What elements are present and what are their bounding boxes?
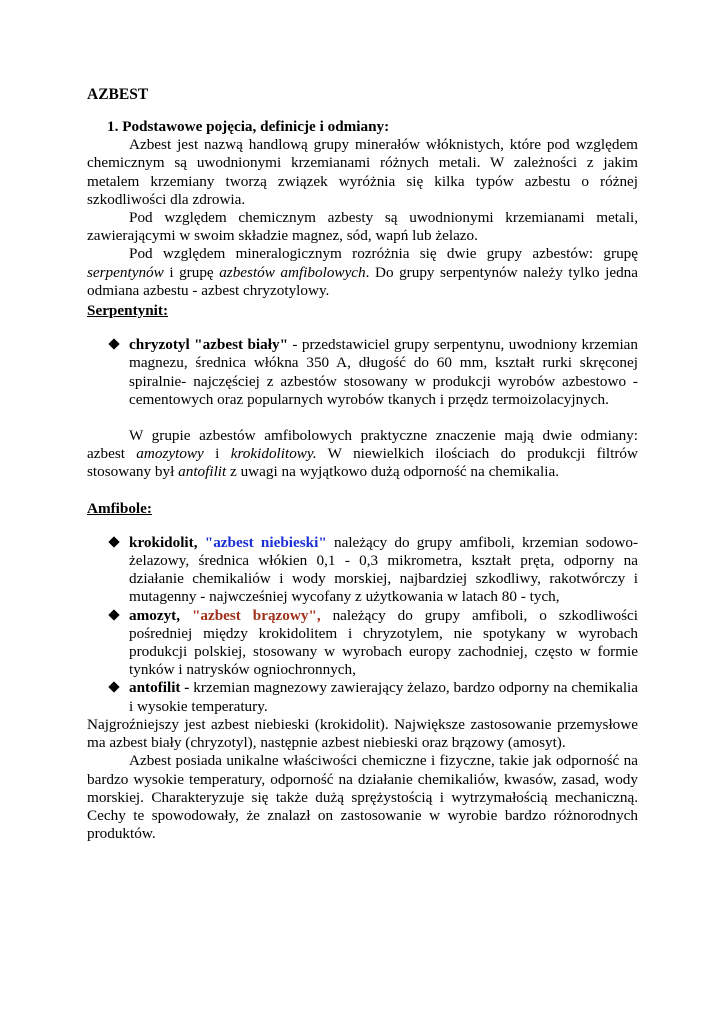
paragraph-most-dangerous: Najgroźniejszy jest azbest niebieski (krokidolit). Największe zastosowanie przemysłowe ma azbest biały (chryzotyl), następnie azbest niebieski oraz brązowy (amosyt). bbox=[87, 715, 638, 752]
subheading-amfibole: Amfibole: bbox=[87, 499, 152, 517]
list-item-antofilit: antofilit - krzemian magnezowy zawierający żelazo, bardzo odporny na chemikalia i wysokie temperatury. bbox=[87, 679, 638, 715]
list-item-krokidolit: krokidolit, "azbest niebieski" należący do grupy amfiboli, krzemian sodowo-żelazowy, średnica włókien 0,1 - 0,3 mikrometra, kształt pręta, odporny na działanie chemikaliów i wody morskiej, najbardziej szkodliwy, rakotwórczy i mutagenny - najwcześniej wycofany z użytkowania w latach 80 - tych, bbox=[87, 534, 638, 607]
list-item-amozyt: amozyt, "azbest brązowy", należący do grupy amfiboli, o szkodliwości pośredniej między krokidolitem i chryzotylem, nie spotykany w wyrobach produkcji polskiej, stosowany w wyrobach europy zachodniej, często w formie tynków i natrysków ogniochronnych, bbox=[87, 607, 638, 680]
diamond-bullet-icon bbox=[109, 339, 118, 348]
paragraph-mineralogical: Pod względem mineralogicznym rozróżnia się dwie grupy azbestów: grupę serpentynów i grupę azbestów amfibolowych. Do grupy serpentynów należy tylko jedna odmiana azbestu - azbest chryzotylowy. bbox=[87, 245, 638, 299]
paragraph-properties: Azbest posiada unikalne właściwości chemiczne i fizyczne, takie jak odporność na bardzo wysokie temperatury, odporność na działanie chemikaliów, kwasów, zasad, wody morskiej. Charakteryzuje się także dużą sprężystością i wytrzymałością mechaniczną. Cechy te spowodowały, że znalazł on zastosowanie w wyrobie bardzo różnorodnych produktów. bbox=[87, 752, 638, 843]
document-title: AZBEST bbox=[87, 86, 149, 103]
diamond-bullet-icon bbox=[109, 682, 118, 691]
diamond-bullet-icon bbox=[109, 537, 118, 546]
section-heading: 1. Podstawowe pojęcia, definicje i odmiany: bbox=[107, 118, 390, 135]
document-page bbox=[87, 86, 638, 843]
serpentynit-list bbox=[87, 336, 638, 409]
amfibole-list bbox=[87, 534, 638, 716]
subheading-serpentynit: Serpentynit: bbox=[87, 302, 168, 320]
list-item-chryzotyl: chryzotyl "azbest biały" - przedstawiciel grupy serpentynu, uwodniony krzemian magnezu, średnica włókna 350 A, długość do 60 mm, kształt rurki skręconej spiralnie- najczęściej z azbestów stosowany w produkcji wyrobów azbestowo - cementowych oraz popularnych wyrobów tkanych i przędz termoizolacyjnych. bbox=[87, 336, 638, 409]
paragraph-amphibole-types: W grupie azbestów amfibolowych praktyczne znaczenie mają dwie odmiany: azbest amozytowy i krokidolitowy. W niewielkich ilościach do produkcji filtrów stosowany był antofilit z uwagi na wyjątkowo dużą odporność na chemikalia. bbox=[87, 427, 638, 481]
paragraph-intro: Azbest jest nazwą handlową grupy minerałów włóknistych, które pod względem chemicznym są uwodnionymi krzemianami różnych metali. W zależności z jakim metalem krzemiany tworzą związek wyróżnia się kilka typów azbestu o różnej szkodliwości dla zdrowia. bbox=[87, 136, 638, 208]
paragraph-chemical: Pod względem chemicznym azbesty są uwodnionymi krzemianami metali, zawierającymi w swoim składzie magnez, sód, wapń lub żelazo. bbox=[87, 209, 638, 245]
diamond-bullet-icon bbox=[109, 610, 118, 619]
